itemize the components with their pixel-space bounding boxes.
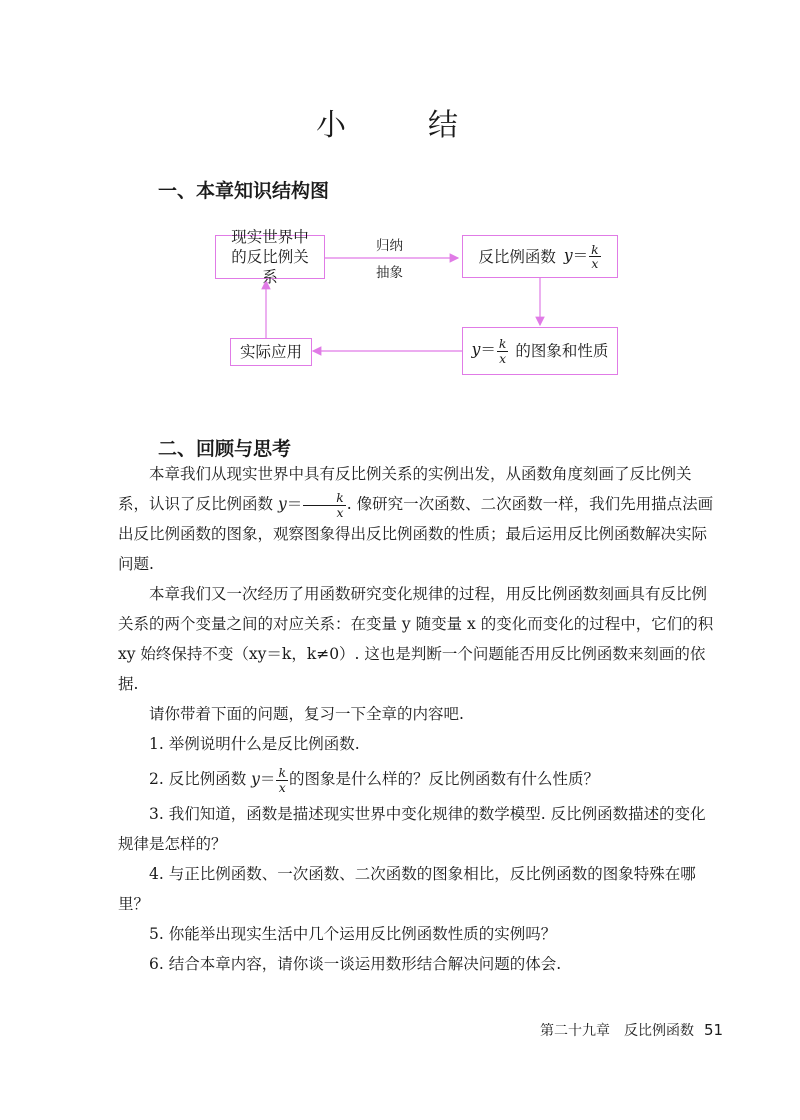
frac-numerator: k bbox=[591, 241, 599, 257]
frac-numerator: k bbox=[303, 491, 346, 505]
label-induction: 归纳 bbox=[376, 238, 403, 254]
frac-denominator: x bbox=[591, 256, 599, 271]
eq-y: y bbox=[277, 495, 287, 513]
box-application bbox=[230, 338, 312, 366]
q2-text-b: 的图象是什么样的？反比例函数有什么性质？ bbox=[288, 770, 599, 788]
q2-text-a: 2. 反比例函数 bbox=[149, 770, 252, 788]
paragraph-1 bbox=[118, 459, 718, 579]
frac-numerator: k bbox=[278, 765, 286, 781]
box-real-world-text: 现实世界中的反比例关系 bbox=[231, 228, 309, 286]
question-4: 4. 与正比例函数、一次函数、二次函数的图象相比，反比例函数的图象特殊在哪里？ bbox=[118, 865, 696, 913]
label-abstraction: 抽象 bbox=[376, 265, 403, 281]
function-label: 反比例函数 bbox=[478, 247, 556, 266]
eq-equals: ＝ bbox=[480, 341, 496, 359]
graph-properties-label: 的图象和性质 bbox=[515, 342, 609, 360]
fraction-k-over-x bbox=[589, 243, 601, 270]
footer-chapter: 第二十九章 反比例函数 bbox=[540, 1023, 694, 1039]
eq-y: y bbox=[471, 341, 481, 359]
question-5: 5. 你能举出现实生活中几个运用反比例函数性质的实例吗？ bbox=[149, 925, 557, 943]
p1-text-b: . 像研究一次函数、二次函数一样，我们先用描点法画出反比例函数的图象，观察图象得出反比例函数的性质；最后运用反比例函数解决实际问题. bbox=[118, 495, 714, 573]
question-3: 3. 我们知道，函数是描述现实世界中变化规律的数学模型. 反比例函数描述的变化规律是怎样的？ bbox=[118, 805, 706, 853]
box-inverse-function bbox=[462, 235, 618, 278]
fraction-k-over-x bbox=[303, 491, 346, 518]
function-equation bbox=[564, 243, 602, 270]
box-graph-properties bbox=[462, 327, 618, 375]
frac-denominator: x bbox=[336, 504, 344, 520]
page-footer bbox=[540, 1020, 723, 1040]
question-2 bbox=[118, 759, 718, 799]
paragraph-3: 请你带着下面的问题，复习一下全章的内容吧. bbox=[149, 705, 464, 723]
review-text bbox=[118, 459, 718, 979]
eq-equals: ＝ bbox=[259, 770, 276, 788]
eq-equals: ＝ bbox=[572, 246, 589, 265]
box-application-text: 实际应用 bbox=[239, 343, 302, 361]
section-heading-review: 二、回顾与思考 bbox=[158, 438, 292, 460]
question-6: 6. 结合本章内容，请你谈一谈运用数形结合解决问题的体会. bbox=[149, 955, 562, 973]
paragraph-2: 本章我们又一次经历了用函数研究变化规律的过程，用反比例函数刻画具有反比例关系的两个变量之间的对应关系：在变量 y 随变量 x 的变化而变化的过程中，它们的积 xy 始终保持不变（xy＝k，k≠0）. 这也是判断一个问题能否用反比例函数来刻画的依据. bbox=[118, 585, 714, 693]
fraction-k-over-x bbox=[497, 337, 509, 364]
frac-numerator: k bbox=[498, 336, 507, 352]
fraction-k-over-x bbox=[276, 766, 288, 793]
eq-equals: ＝ bbox=[286, 495, 303, 513]
section-heading-structure: 一、本章知识结构图 bbox=[158, 180, 330, 202]
eq-y: y bbox=[251, 770, 260, 788]
box-real-world-relation bbox=[215, 228, 325, 286]
graph-equation bbox=[472, 337, 510, 364]
p1-text-a: 本章我们从现实世界中具有反比例关系的实例出发，从函数角度刻画了反比例关系，认识了反比例函数 bbox=[118, 465, 692, 513]
page-number: 51 bbox=[704, 1021, 724, 1039]
eq-y: y bbox=[563, 246, 573, 265]
frac-denominator: x bbox=[499, 350, 507, 366]
question-1: 1. 举例说明什么是反比例函数. bbox=[149, 735, 360, 753]
knowledge-structure-diagram bbox=[200, 222, 640, 397]
frac-denominator: x bbox=[278, 779, 286, 795]
page-title: 小 结 bbox=[316, 108, 484, 143]
